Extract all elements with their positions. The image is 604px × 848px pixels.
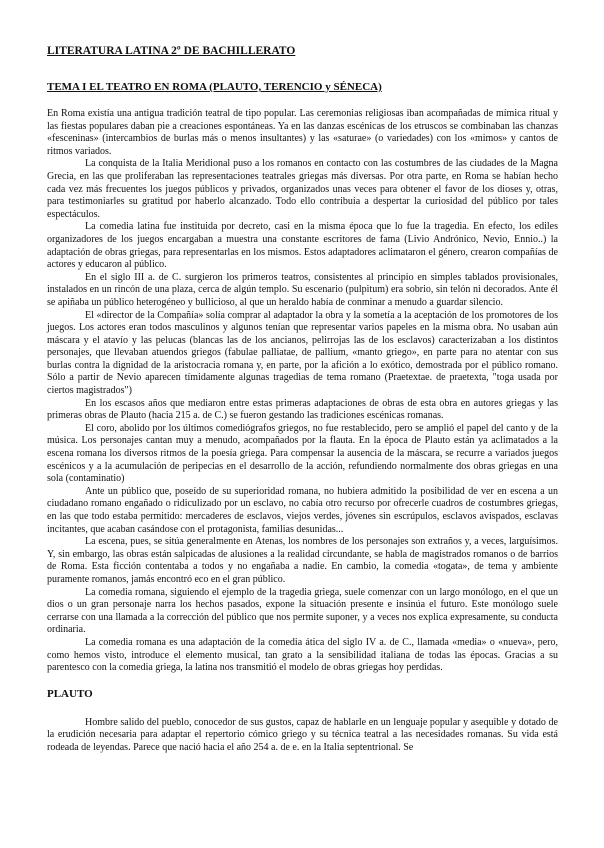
paragraph-plauto: Hombre salido del pueblo, conocedor de sus gustos, capaz de hablarle en un lenguaje popular y asequible y dotado de la erudición necesaria para adaptar el repertorio cómico griego y su técnica teatral a las necesidades romanas. Su vida está rodeada de leyendas. Parece que nació hacia el año 254 a. de e. en la Italia septentrional. Se bbox=[47, 716, 558, 753]
paragraph: En los escasos años que mediaron entre estas primeras adaptaciones de obras de esta obra en autores griegas y las primeras obras de Plauto (hacia 215 a. de C.) se fueron gestando las tradiciones escénicas romanas. bbox=[47, 397, 558, 422]
paragraph: El coro, abolido por los últimos comediógrafos griegos, no fue restablecido, pero se amplió el papel del canto y de la música. Los personajes cantan muy a menudo, acompañados por la flauta. En la época de Plauto están ya aclimatados a la escena romana los diversos ritmos de la poesía griega. Para compensar la ausencia de la máscara, se recurre a variados juegos escénicos y a la acumulación de peripecias en el desarrollo de la acción, refundiendo normalmente dos obras griegas en una sola (contaminatio) bbox=[47, 422, 558, 485]
paragraph: Ante un público que, poseído de su superioridad romana, no hubiera admitido la posibilidad de ver en escena a un ciudadano romano engañado o ridiculizado por un esclavo, no cabía otro recurso por ofrecerle cuadros de costumbres griegas, en las que todo estaba permitido: mercaderes de esclavos, viejos verdes, jóvenes sin escrúpulos, esclavos avispados, esclavas incitantes, que acaban casándose con el protagonista, familias desunidas... bbox=[47, 485, 558, 535]
paragraph: El «director de la Compañía» solía comprar al adaptador la obra y la sometía a la aceptación de los promotores de los juegos. Los actores eran todos masculinos y algunos tenían que representar varios papeles en la misma obra. No usaban aún máscara y el atavío y las pelucas (blancas las de los ancianos, pelirrojas las de los esclavos) caracterizaban a los distintos personajes, que llevaban atuendos griegos (fabulae palliatae, de pallium, «manto griego», en parte para no atentar con sus burlas contra la dignidad de la aristocracia romana y, en parte, por la afición a lo exótico, demostrada por el público romano. Sólo a partir de Nevio aparecen tímidamente algunas tragedias de tema romano (Praetextae. de praetexta, "toga usada por ciertos magistrados") bbox=[47, 309, 558, 397]
paragraph: La comedia latina fue instituida por decreto, casi en la misma época que lo fue la tragedia. En efecto, los ediles organizadores de los juegos encargaban a muestra una constante escritores de fama (Livio Andrónico, Nevio, Ennio..) la adaptación de obras griegas, para representarlas en los mismos. Estos adaptadores aclimataron el género, crearon compañías de actores y educaron al público. bbox=[47, 221, 558, 271]
section-title-teatro: TEMA I EL TEATRO EN ROMA (PLAUTO, TERENCIO y SÉNECA) bbox=[47, 81, 382, 93]
paragraph: La conquista de la Italia Meridional puso a los romanos en contacto con las costumbres de las ciudades de la Magna Grecia, en las que proliferaban las representaciones teatrales griegas más diversas. Por otra parte, en Roma se habían hecho cada vez más frecuentes los juegos públicos y privados, organizados unas veces para obtener el favor de los dioses y, otras, para testimoniarles su gratitud por haberlo alcanzado. Todo ello contribuía a despertar la curiosidad del público por tales espectáculos. bbox=[47, 158, 558, 220]
paragraph: La comedia romana es una adaptación de la comedia ática del siglo IV a. de C., llamada «media» o «nueva», pero, como hemos visto, introduce el elemento musical, tan grato a la sensibilidad italiana de todas las épocas. Gracias a su parentesco con la comedia griega, la latina nos transmitió el modelo de obras griegas hoy perdidas. bbox=[47, 636, 558, 674]
paragraph: En el siglo III a. de C. surgieron los primeros teatros, consistentes al principio en simples tablados provisionales, instalados en un rincón de una plaza, cerca de algún templo. Su escenario (pulpitum) era sobrio, sin telón ni decorados. Ante él se apiñaba un público heterogéneo y bullicioso, al que un heraldo había de conminar a menudo a guardar silencio. bbox=[47, 271, 558, 308]
document-page bbox=[47, 44, 558, 755]
paragraph: En Roma existía una antigua tradición teatral de tipo popular. Las ceremonias religiosas iban acompañadas de mímica ritual y las fiestas populares daban pie a creaciones espontáneas. Ya en las danzas escénicas de los etruscos se combinaban las chanzas «fesceninas» (intercambios de burlas más o menos insultantes) y las «saturae» (o variedades) con los «mimos» y cantos de ritmos variados. bbox=[47, 108, 558, 157]
section-title-plauto: PLAUTO bbox=[47, 687, 93, 700]
paragraph: La escena, pues, se sitúa generalmente en Atenas, los nombres de los personajes son extraños y, a veces, larguísimos. Y, sin embargo, las obras están salpicadas de alusiones a la realidad circundante, se habla de magistrados romanos o de barrios de Roma. Esta ficción contentaba a todos y no engañaba a nadie. En cambio, la comedia «togata», de tema y ambiente puramente romanos, jamás encontró eco en el gran público. bbox=[47, 536, 558, 585]
document-title: LITERATURA LATINA 2º DE BACHILLERATO bbox=[47, 45, 296, 57]
paragraph: La comedia romana, siguiendo el ejemplo de la tragedia griega, suele comenzar con un largo monólogo, en el que un dios o un gran personaje narra los hechos pasados, expone la situación presente e insinúa el futuro. Este monólogo suele cerrarse con una llamada a la corrección del público que nos permite suponer, y a veces nos explica expresamente, su conducta ordinaria. bbox=[47, 586, 558, 636]
